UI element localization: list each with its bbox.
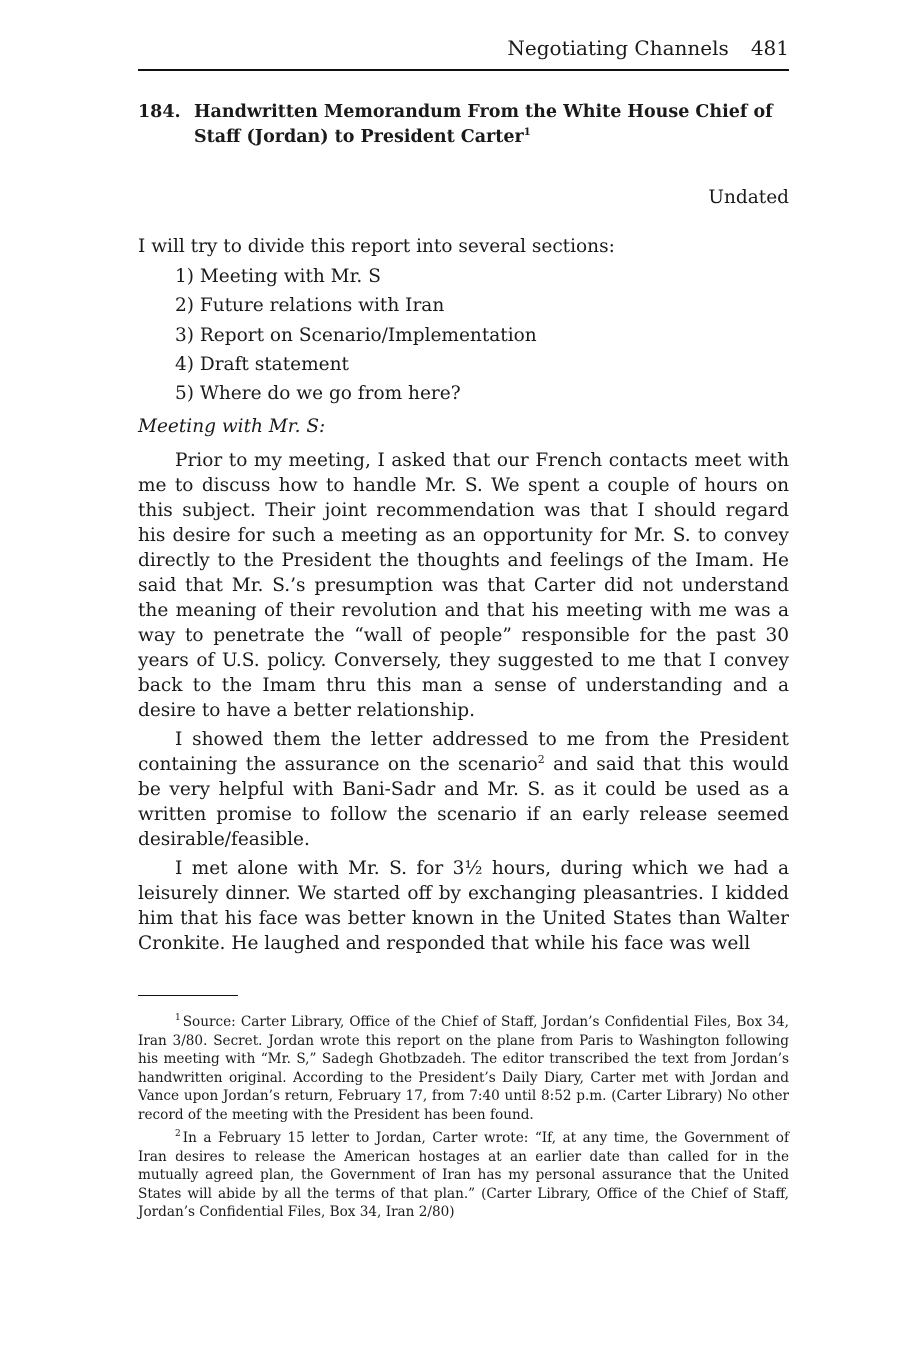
paragraph-2-text-a: I showed them the letter addressed to me from the President containing the assurance on the scenario [138, 729, 789, 776]
intro-paragraph: I will try to divide this report into several sections: [138, 236, 615, 257]
footnote-rule [138, 995, 238, 996]
body-paragraph-1: Prior to my meeting, I asked that our French contacts meet with me to discuss how to handle Mr. S. We spent a couple of hours on this subject. Their joint recommendation was that I should regard his desire for such a meeting as an opportunity for Mr. S. to convey directly to the President the thoughts and feelings of the Imam. He said that Mr. S.’s presumption was that Carter did not understand the meaning of their revolution and that his meeting with me was a way to penetrate the “wall of people” responsible for the past 30 years of U.S. policy. Conversely, they suggested to me that I convey back to the Imam thru this man a sense of understanding and a desire to have a better relationship. [138, 450, 789, 722]
footnote-1 [138, 1013, 789, 1124]
paragraph-2-text-b: and said that this would be very helpful with Bani-Sadr and Mr. S. as it could be used as a written promise to follow the scenario if an early release seemed desirable/feasible. [138, 754, 789, 851]
footnote-1-number: 1 [175, 1013, 181, 1024]
footnote-ref-2[interactable]: 2 [537, 753, 545, 767]
list-item: 3) Report on Scenario/Implementation [175, 324, 537, 346]
running-head [138, 36, 789, 60]
list-item: 4) Draft statement [175, 353, 349, 375]
list-item: 1) Meeting with Mr. S [175, 266, 381, 287]
document-title: Handwritten Memorandum From the White House Chief of Staff (Jordan) to President Carter [194, 102, 773, 147]
running-title: Negotiating Channels [507, 36, 729, 60]
body-paragraph-3: I met alone with Mr. S. for 3½ hours, during which we had a leisurely dinner. We started off by exchanging pleasantries. I kidded him that his face was better known in the United States than Walter Cronkite. He laughed and responded that while his face was well [138, 858, 789, 955]
footnote-2 [138, 1129, 789, 1222]
document-heading [138, 100, 789, 150]
section-list [138, 262, 789, 408]
footnote-ref-1[interactable]: 1 [523, 127, 531, 139]
section-heading: Meeting with Mr. S: [138, 416, 326, 438]
document-title-block [194, 100, 789, 150]
document-body [138, 234, 789, 960]
footnote-1-text: Source: Carter Library, Office of the Chief of Staff, Jordan’s Confidential Files, Box 34, Iran 3/80. Secret. Jordan wrote this report on the plane from Paris to Washington following his meeting with “Mr. S,” Sadegh Ghotbzadeh. The editor transcribed the text from Jordan’s handwritten original. According to the President’s Daily Diary, Carter met with Jordan and Vance upon Jordan’s return, February 17, from 7:40 until 8:52 p.m. (Carter Library) No other record of the meeting with the President has been found. [138, 1014, 789, 1123]
body-paragraph-2 [138, 727, 789, 852]
document-number: 184. [138, 102, 181, 122]
dateline: Undated [708, 187, 789, 208]
list-item: 2) Future relations with Iran [175, 295, 445, 317]
header-rule [138, 69, 789, 71]
footnotes [138, 1013, 789, 1227]
page-number: 481 [750, 36, 789, 60]
list-item: 5) Where do we go from here? [175, 383, 461, 405]
footnote-2-number: 2 [175, 1129, 181, 1140]
footnote-2-text: In a February 15 letter to Jordan, Carter wrote: “If, at any time, the Government of Iran desires to release the American hostages at an earlier date than called for in the mutually agreed plan, the Government of Iran has my personal assurance that the United States will abide by all the terms of that plan.” (Carter Library, Office of the Chief of Staff, Jordan’s Confidential Files, Box 34, Iran 2/80) [138, 1130, 789, 1220]
